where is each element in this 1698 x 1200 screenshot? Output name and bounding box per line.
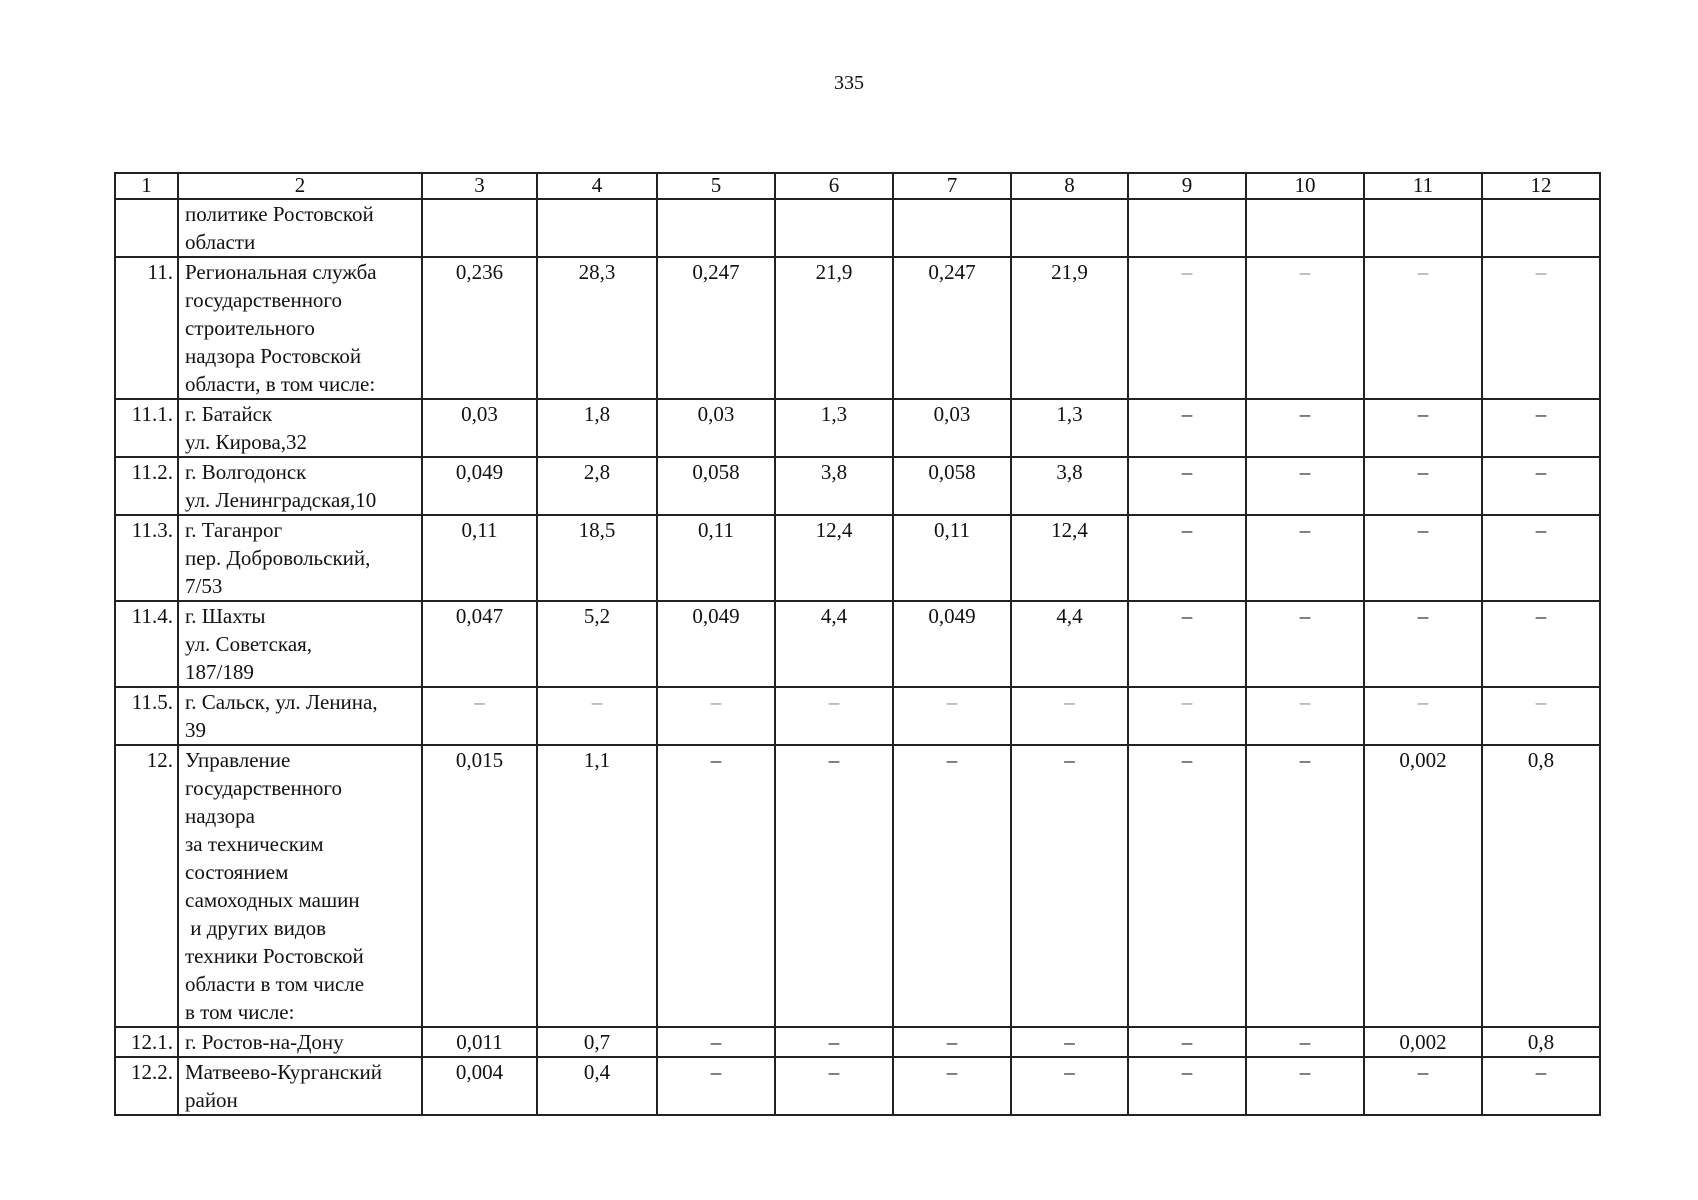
value-cell: – — [775, 745, 893, 1027]
value-cell: 0,236 — [422, 257, 537, 399]
value-cell: – — [657, 1027, 775, 1057]
row-number-cell: 12.2. — [115, 1057, 178, 1115]
value-cell: 5,2 — [537, 601, 657, 687]
row-number-cell: 11.1. — [115, 399, 178, 457]
name-line: государственного — [185, 776, 343, 800]
value-cell: 0,002 — [1364, 745, 1482, 1027]
table-row — [115, 745, 1600, 1027]
value-cell: – — [1011, 745, 1128, 1027]
value-cell: 0,049 — [657, 601, 775, 687]
name-line: техники Ростовской — [185, 944, 364, 968]
value-cell: 0,11 — [893, 515, 1011, 601]
organization-name-cell — [178, 457, 422, 515]
name-line: г. Таганрог — [185, 518, 283, 542]
organization-name-cell — [178, 257, 422, 399]
name-line: в том числе: — [185, 1000, 295, 1024]
name-line: Управление — [185, 748, 291, 772]
value-cell: 2,8 — [537, 457, 657, 515]
value-cell: – — [1482, 457, 1600, 515]
column-number: 1 — [115, 173, 178, 199]
row-number-cell: 11.5. — [115, 687, 178, 745]
value-cell: – — [1128, 257, 1246, 399]
value-cell: – — [422, 687, 537, 745]
name-line: области в том числе — [185, 972, 365, 996]
name-line: области — [185, 230, 256, 254]
value-cell: – — [1364, 515, 1482, 601]
value-cell: – — [1128, 1057, 1246, 1115]
value-cell: – — [1128, 687, 1246, 745]
value-cell: 1,3 — [775, 399, 893, 457]
value-cell: 18,5 — [537, 515, 657, 601]
value-cell: – — [1011, 1027, 1128, 1057]
value-cell: – — [893, 1057, 1011, 1115]
value-cell: – — [1364, 687, 1482, 745]
row-number-cell: 11. — [115, 257, 178, 399]
column-number: 8 — [1011, 173, 1128, 199]
value-cell — [893, 199, 1011, 257]
name-line: государственного — [185, 288, 343, 312]
value-cell: 21,9 — [1011, 257, 1128, 399]
row-number-cell: 11.2. — [115, 457, 178, 515]
value-cell: 0,047 — [422, 601, 537, 687]
value-cell: – — [1011, 1057, 1128, 1115]
column-number: 4 — [537, 173, 657, 199]
value-cell: – — [1246, 745, 1364, 1027]
name-line: 39 — [185, 718, 206, 742]
value-cell: – — [1364, 257, 1482, 399]
value-cell: 3,8 — [775, 457, 893, 515]
organization-name-cell — [178, 515, 422, 601]
value-cell: 1,1 — [537, 745, 657, 1027]
column-number: 2 — [178, 173, 422, 199]
value-cell — [537, 199, 657, 257]
value-cell: – — [1128, 515, 1246, 601]
value-cell: 0,058 — [893, 457, 1011, 515]
name-line: г. Волгодонск — [185, 460, 307, 484]
value-cell: 21,9 — [775, 257, 893, 399]
value-cell: 0,03 — [657, 399, 775, 457]
value-cell: – — [1482, 515, 1600, 601]
column-number: 10 — [1246, 173, 1364, 199]
value-cell: – — [1128, 457, 1246, 515]
value-cell — [1128, 199, 1246, 257]
table-row — [115, 687, 1600, 745]
name-line: ул. Кирова,32 — [185, 430, 308, 454]
row-number-cell — [115, 199, 178, 257]
table-row — [115, 601, 1600, 687]
table-row — [115, 457, 1600, 515]
value-cell: 0,247 — [893, 257, 1011, 399]
table-row — [115, 1027, 1600, 1057]
value-cell: – — [1128, 1027, 1246, 1057]
name-line: пер. Добровольский, — [185, 546, 371, 570]
value-cell: 1,3 — [1011, 399, 1128, 457]
organization-name-cell — [178, 745, 422, 1027]
value-cell: – — [1246, 1027, 1364, 1057]
name-line: ул. Советская, — [185, 632, 313, 656]
data-table — [114, 172, 1601, 1116]
name-line: ул. Ленинградская,10 — [185, 488, 377, 512]
value-cell: – — [1011, 687, 1128, 745]
value-cell: – — [1246, 399, 1364, 457]
value-cell: – — [1246, 457, 1364, 515]
column-number: 7 — [893, 173, 1011, 199]
name-line: за техническим — [185, 832, 324, 856]
value-cell: 0,004 — [422, 1057, 537, 1115]
value-cell: – — [1482, 687, 1600, 745]
value-cell: – — [1128, 399, 1246, 457]
name-line: самоходных машин — [185, 888, 360, 912]
value-cell — [775, 199, 893, 257]
column-number-row — [115, 173, 1600, 199]
value-cell: 0,4 — [537, 1057, 657, 1115]
value-cell: – — [1246, 257, 1364, 399]
value-cell — [1482, 199, 1600, 257]
value-cell — [1246, 199, 1364, 257]
name-line: надзора Ростовской — [185, 344, 362, 368]
table-row — [115, 515, 1600, 601]
organization-name-cell — [178, 687, 422, 745]
name-line: г. Сальск, ул. Ленина, — [185, 690, 378, 714]
value-cell: – — [1364, 399, 1482, 457]
value-cell — [422, 199, 537, 257]
value-cell: – — [1246, 601, 1364, 687]
name-line: 7/53 — [185, 574, 223, 598]
value-cell — [657, 199, 775, 257]
name-line: строительного — [185, 316, 315, 340]
value-cell: – — [775, 687, 893, 745]
value-cell: 0,058 — [657, 457, 775, 515]
name-line: Региональная служба — [185, 260, 377, 284]
column-number: 6 — [775, 173, 893, 199]
value-cell: – — [1364, 1057, 1482, 1115]
value-cell: – — [1482, 399, 1600, 457]
organization-name-cell — [178, 1057, 422, 1115]
column-number: 3 — [422, 173, 537, 199]
value-cell: – — [1246, 515, 1364, 601]
row-number-cell: 11.3. — [115, 515, 178, 601]
value-cell: – — [657, 1057, 775, 1115]
table-row — [115, 1057, 1600, 1115]
value-cell: 0,8 — [1482, 1027, 1600, 1057]
value-cell: – — [1246, 687, 1364, 745]
table-row — [115, 257, 1600, 399]
column-number: 12 — [1482, 173, 1600, 199]
value-cell: 0,7 — [537, 1027, 657, 1057]
value-cell: 12,4 — [1011, 515, 1128, 601]
row-number-cell: 11.4. — [115, 601, 178, 687]
value-cell: 0,247 — [657, 257, 775, 399]
value-cell: 0,11 — [422, 515, 537, 601]
value-cell: 0,015 — [422, 745, 537, 1027]
value-cell: 0,011 — [422, 1027, 537, 1057]
table-body — [115, 173, 1600, 1115]
organization-name-cell — [178, 601, 422, 687]
name-line: области, в том числе: — [185, 372, 376, 396]
name-line: и других видов — [185, 916, 327, 940]
value-cell — [1364, 199, 1482, 257]
organization-name-cell — [178, 399, 422, 457]
value-cell: 0,049 — [422, 457, 537, 515]
value-cell: 3,8 — [1011, 457, 1128, 515]
name-line: состоянием — [185, 860, 289, 884]
table-row — [115, 399, 1600, 457]
page-number: 335 — [834, 72, 864, 94]
table-row — [115, 199, 1600, 257]
value-cell: 0,002 — [1364, 1027, 1482, 1057]
value-cell: – — [657, 745, 775, 1027]
name-line: политике Ростовской — [185, 202, 374, 226]
name-line: район — [185, 1088, 238, 1112]
value-cell: – — [775, 1027, 893, 1057]
column-number: 9 — [1128, 173, 1246, 199]
value-cell: – — [1482, 1057, 1600, 1115]
value-cell: 28,3 — [537, 257, 657, 399]
name-line: 187/189 — [185, 660, 254, 684]
name-line: г. Шахты — [185, 604, 266, 628]
value-cell: 4,4 — [775, 601, 893, 687]
value-cell — [1011, 199, 1128, 257]
value-cell: – — [1364, 457, 1482, 515]
value-cell: – — [1128, 745, 1246, 1027]
name-line: г. Ростов-на-Дону — [185, 1030, 344, 1054]
value-cell: 1,8 — [537, 399, 657, 457]
value-cell: – — [775, 1057, 893, 1115]
value-cell: 0,03 — [422, 399, 537, 457]
value-cell: – — [1128, 601, 1246, 687]
name-line: г. Батайск — [185, 402, 273, 426]
name-line: надзора — [185, 804, 255, 828]
organization-name-cell — [178, 1027, 422, 1057]
organization-name-cell — [178, 199, 422, 257]
value-cell: 0,03 — [893, 399, 1011, 457]
column-number: 5 — [657, 173, 775, 199]
row-number-cell: 12. — [115, 745, 178, 1027]
column-number: 11 — [1364, 173, 1482, 199]
value-cell: – — [657, 687, 775, 745]
value-cell: – — [1482, 601, 1600, 687]
value-cell: 0,049 — [893, 601, 1011, 687]
value-cell: – — [893, 687, 1011, 745]
value-cell: – — [893, 1027, 1011, 1057]
value-cell: – — [537, 687, 657, 745]
value-cell: – — [893, 745, 1011, 1027]
value-cell: – — [1364, 601, 1482, 687]
value-cell: 0,11 — [657, 515, 775, 601]
row-number-cell: 12.1. — [115, 1027, 178, 1057]
value-cell: – — [1482, 257, 1600, 399]
value-cell: 4,4 — [1011, 601, 1128, 687]
name-line: Матвеево-Курганский — [185, 1060, 382, 1084]
value-cell: 12,4 — [775, 515, 893, 601]
value-cell: 0,8 — [1482, 745, 1600, 1027]
value-cell: – — [1246, 1057, 1364, 1115]
